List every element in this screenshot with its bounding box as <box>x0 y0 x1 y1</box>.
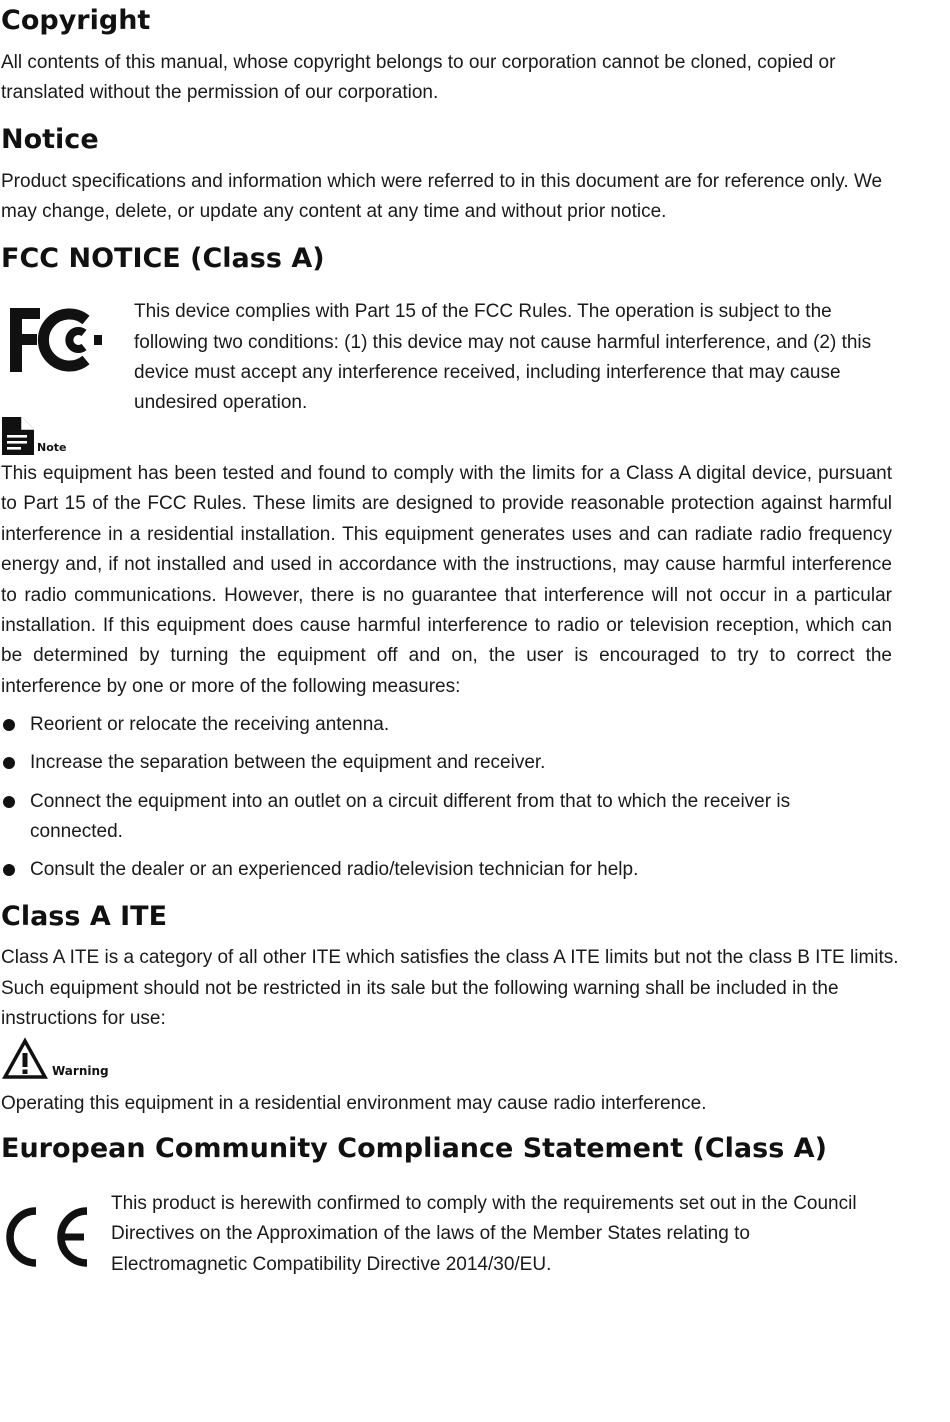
warning-triangle-icon <box>2 1038 48 1080</box>
document-note-icon <box>2 417 34 455</box>
bullet-icon <box>3 796 15 808</box>
notice-line-2: may change, delete, or update any content at any time and without prior notice. <box>1 201 667 222</box>
class-a-ite-heading: Class A ITE <box>1 901 168 932</box>
fcc-logo <box>10 306 102 374</box>
copyright-heading: Copyright <box>1 5 151 36</box>
copyright-line-1: All contents of this manual, whose copyright belongs to our corporation cannot be cloned, copied or <box>1 52 836 73</box>
fcc-statement-line-2: following two conditions: (1) this device may not cause harmful interference, and (2) this <box>134 332 872 353</box>
fcc-note-paragraph: This equipment has been tested and found to comply with the limits for a Class A digital device, pursuant to Part 15 of the FCC Rules. These limits are designed to provide reasonable protection against harmful interference in a residential installation. This equipment generates uses and can radiate radio frequency energy and, if not installed and used in accordance with the instructions, may cause harmful interference to radio communications. However, there is no guarantee that interference will not occur in a particular installation. If this equipment does cause harmful interference to radio or television reception, which can be determined by turning the equipment off and on, the user is encouraged to try to correct the interference by one or more of the following measures: <box>1 463 892 697</box>
bullet-icon <box>3 757 15 769</box>
bullet-icon <box>3 864 15 876</box>
bullet-text: Reorient or relocate the receiving antenna. <box>30 714 390 735</box>
ce-heading: European Community Compliance Statement (Class A) <box>1 1133 827 1164</box>
note-label: Note <box>37 441 67 454</box>
warning-label: Warning <box>52 1064 109 1078</box>
ce-line-2: Directives on the Approximation of the laws of the Member States relating to <box>111 1223 750 1244</box>
fcc-statement-line-3: device must accept any interference received, including interference that may cause <box>134 362 841 383</box>
ce-mark <box>2 1206 90 1268</box>
ce-line-3: Electromagnetic Compatibility Directive 2014/30/EU. <box>111 1254 552 1275</box>
notice-heading: Notice <box>1 124 99 155</box>
fcc-statement-line-1: This device complies with Part 15 of the FCC Rules. The operation is subject to the <box>134 301 832 322</box>
bullet-text: Consult the dealer or an experienced radio/television technician for help. <box>30 859 639 880</box>
class-a-ite-line-1: Class A ITE is a category of all other ITE which satisfies the class A ITE limits but not the class B ITE limits. <box>1 947 899 968</box>
bullet-text: Connect the equipment into an outlet on a circuit different from that to which the receiver is connected. <box>30 791 791 843</box>
notice-line-1: Product specifications and information which were referred to in this document are for reference only. We <box>1 171 883 192</box>
fcc-heading: FCC NOTICE (Class A) <box>1 243 325 274</box>
bullet-icon <box>3 719 15 731</box>
copyright-line-2: translated without the permission of our corporation. <box>1 82 439 103</box>
ce-line-1: This product is herewith confirmed to comply with the requirements set out in the Council <box>111 1193 857 1214</box>
fcc-statement-line-4: undesired operation. <box>134 392 308 413</box>
warning-text: Operating this equipment in a residential environment may cause radio interference. <box>1 1093 707 1114</box>
class-a-ite-line-2: Such equipment should not be restricted in its sale but the following warning shall be included in the <box>1 978 839 999</box>
bullet-text: Increase the separation between the equipment and receiver. <box>30 752 546 773</box>
class-a-ite-line-3: instructions for use: <box>1 1008 166 1029</box>
